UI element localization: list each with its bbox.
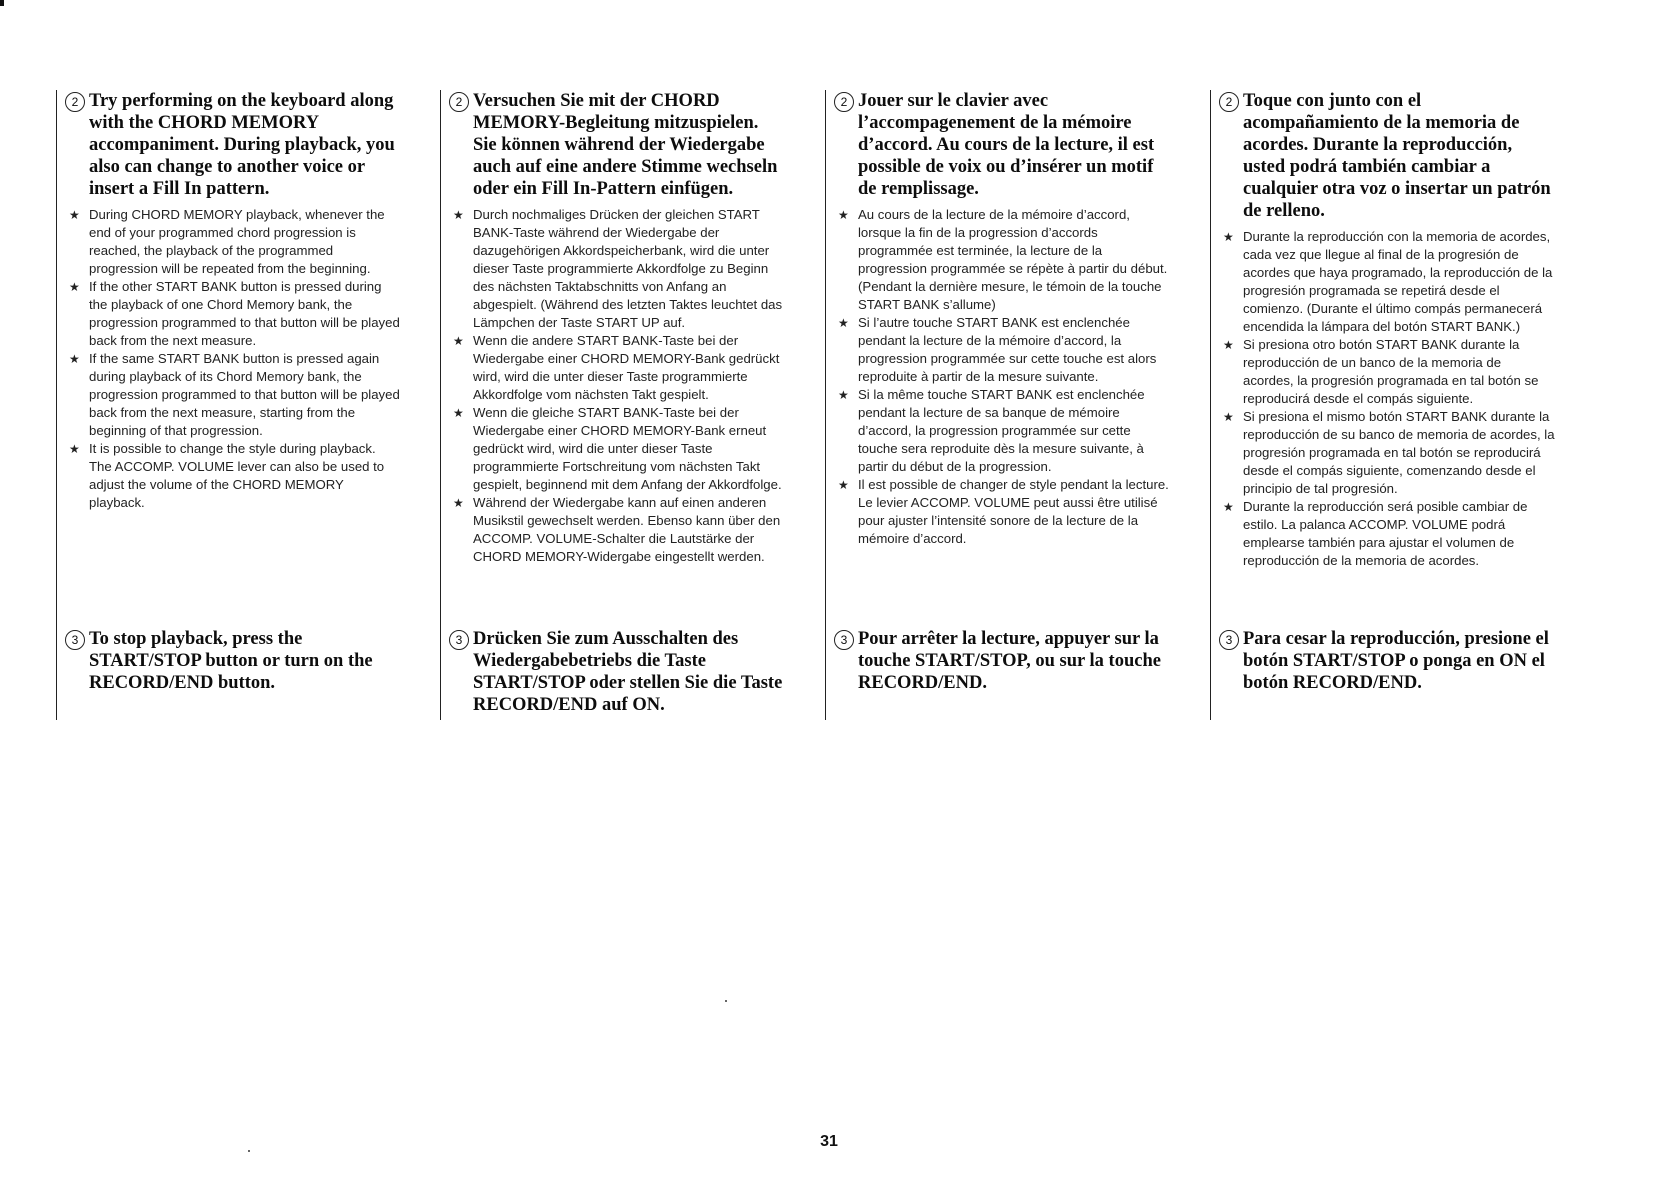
star-bullet-icon: ★ [69, 208, 80, 222]
notes-list [1219, 228, 1555, 570]
scan-speck [725, 1000, 727, 1002]
note-item: ★ Si l’autre touche START BANK est enclenchée pendant la lecture de la mémoire d’accord, la progression programmée sur cette touche est alors reproduite à partir de la mesure suivante. [838, 315, 1157, 384]
star-bullet-icon: ★ [1223, 500, 1234, 514]
star-bullet-icon: ★ [453, 406, 464, 420]
page-number: 31 [820, 1133, 838, 1150]
circled-number-2: 2 [1219, 92, 1239, 112]
step-3-heading [834, 628, 1170, 694]
star-bullet-icon: ★ [453, 334, 464, 348]
step-2-text: Try performing on the keyboard along with the CHORD MEMORY accompaniment. During playback, you also can change to another voice or insert a Fill In pattern. [89, 91, 395, 199]
column-espanol [1210, 90, 1555, 720]
note-item: ★ Au cours de la lecture de la mémoire d’accord, lorsque la fin de la progression d’accords programmée est terminée, la lecture de la progression programmée se répète à partir du début. (Pendant la dernière mesure, le témoin de la touche START BANK s’allume) [838, 207, 1168, 312]
column-english [56, 90, 401, 720]
step-2-heading [1219, 90, 1555, 222]
note-item: ★ Durante la reproducción será posible cambiar de estilo. La palanca ACCOMP. VOLUME podrá emplearse también para ajustar el volumen de reproducción de la memoria de acordes. [1223, 499, 1528, 568]
note-item: ★ Durch nochmaliges Drücken der gleichen START BANK-Taste während der Wiedergabe der dazugehörigen Akkordspeicherbank, wird die unter dieser Taste programmierte Akkordfolge zu Beginn des nächsten Taktabschnitts von Anfang an abgespielt. (Während des letzten Taktes leuchtet das Lämpchen der Taste START UP auf. [453, 207, 783, 330]
circled-number-3: 3 [834, 630, 854, 650]
star-bullet-icon: ★ [838, 208, 849, 222]
circled-number-3: 3 [65, 630, 85, 650]
notes-list [449, 206, 785, 566]
star-bullet-icon: ★ [838, 478, 849, 492]
step-2-heading [449, 90, 785, 200]
circled-number-3: 3 [449, 630, 469, 650]
step-3-text: Para cesar la reproducción, presione el botón START/STOP o ponga en ON el botón RECORD/END. [1243, 629, 1549, 693]
note-item: ★ Während der Wiedergabe kann auf einen anderen Musikstil gewechselt werden. Ebenso kann über den ACCOMP. VOLUME-Schalter die Lautstärke der CHORD MEMORY-Widergabe eingestellt werden. [453, 495, 781, 564]
note-item: ★ It is possible to change the style during playback. The ACCOMP. VOLUME lever can also be used to adjust the volume of the CHORD MEMORY playback. [69, 441, 385, 510]
note-item: ★ Wenn die andere START BANK-Taste bei der Wiedergabe einer CHORD MEMORY-Bank gedrückt wird, wird die unter dieser Taste programmierte Akkordfolge vom nächsten Takt gespielt. [453, 333, 780, 402]
star-bullet-icon: ★ [1223, 410, 1234, 424]
circled-number-2: 2 [449, 92, 469, 112]
step-2-heading [65, 90, 401, 200]
circled-number-2: 2 [834, 92, 854, 112]
step-3-text: To stop playback, press the START/STOP button or turn on the RECORD/END button. [89, 629, 373, 693]
star-bullet-icon: ★ [1223, 230, 1234, 244]
star-bullet-icon: ★ [838, 388, 849, 402]
note-item: ★ If the other START BANK button is pressed during the playback of one Chord Memory bank, the progression programmed to that button will be played back from the next measure. [69, 279, 400, 348]
step-3-text: Drücken Sie zum Ausschalten des Wiedergabebetriebs die Taste START/STOP oder stellen Sie die Taste RECORD/END auf ON. [473, 629, 783, 715]
step-2-text: Toque con junto con el acompañamiento de la memoria de acordes. Durante la reproducción, usted podrá también cambiar a cualquier otra voz o insertar un patrón de relleno. [1243, 91, 1551, 221]
note-item: ★ Wenn die gleiche START BANK-Taste bei der Wiedergabe einer CHORD MEMORY-Bank erneut gedrückt wird, wird die unter dieser Taste programmierte Fortschreitung vom nächsten Takt gespielt, beginnend mit dem Anfang der Akkordfolge. [453, 405, 782, 492]
circled-number-2: 2 [65, 92, 85, 112]
note-item: ★ Durante la reproducción con la memoria de acordes, cada vez que llegue al final de la progresión de acordes que haya programado, la reproducción de la progresión programada se repetirá desde el comienzo. (Durante el último compás permanecerá encendida la lámpara del botón START BANK.) [1223, 229, 1553, 334]
note-item: ★ If the same START BANK button is pressed again during playback of its Chord Memory bank, the progression programmed to that button will be played back from the next measure, starting from the beginning of that progression. [69, 351, 400, 438]
scan-corner-mark [0, 0, 4, 6]
step-3-heading [65, 628, 401, 694]
star-bullet-icon: ★ [453, 496, 464, 510]
step-2-heading [834, 90, 1170, 200]
column-deutsch [440, 90, 785, 720]
star-bullet-icon: ★ [69, 280, 80, 294]
notes-list [834, 206, 1170, 548]
step-3-heading [449, 628, 785, 716]
step-3-text: Pour arrêter la lecture, appuyer sur la touche START/STOP, ou sur la touche RECORD/END. [858, 629, 1161, 693]
note-item: ★ Si la même touche START BANK est enclenchée pendant la lecture de sa banque de mémoire d’accord, la progression programmée sur cette touche sera reproduite dès la mesure suivante, à partir du début de la progression. [838, 387, 1145, 474]
star-bullet-icon: ★ [838, 316, 849, 330]
note-item: ★ During CHORD MEMORY playback, whenever the end of your programmed chord progression is reached, the playback of the programmed progression will be repeated from the beginning. [69, 207, 385, 276]
column-francais [825, 90, 1170, 720]
star-bullet-icon: ★ [69, 352, 80, 366]
star-bullet-icon: ★ [69, 442, 80, 456]
note-item: ★ Si presiona el mismo botón START BANK durante la reproducción de su banco de memoria de acordes, la progresión programada en tal botón se reproducirá desde el compás siguiente, comenzando desde el principio de tal progresión. [1223, 409, 1555, 496]
notes-list [65, 206, 401, 512]
step-2-text: Versuchen Sie mit der CHORD MEMORY-Begleitung mitzuspielen. Sie können während der Wiedergabe auch auf eine andere Stimme wechseln oder ein Fill In-Pattern einfügen. [473, 91, 778, 199]
note-item: ★ Si presiona otro botón START BANK durante la reproducción de un banco de la memoria de acordes, la progresión programada en tal botón se reproducirá desde el compás siguiente. [1223, 337, 1539, 406]
star-bullet-icon: ★ [1223, 338, 1234, 352]
step-2-text: Jouer sur le clavier avec l’accompagenement de la mémoire d’accord. Au cours de la lecture, il est possible de voix ou d’insérer un motif de remplissage. [858, 91, 1155, 199]
step-3-heading [1219, 628, 1555, 694]
star-bullet-icon: ★ [453, 208, 464, 222]
circled-number-3: 3 [1219, 630, 1239, 650]
note-item: ★ Il est possible de changer de style pendant la lecture. Le levier ACCOMP. VOLUME peut aussi être utilisé pour ajuster l’intensité sonore de la lecture de la mémoire d’accord. [838, 477, 1169, 546]
